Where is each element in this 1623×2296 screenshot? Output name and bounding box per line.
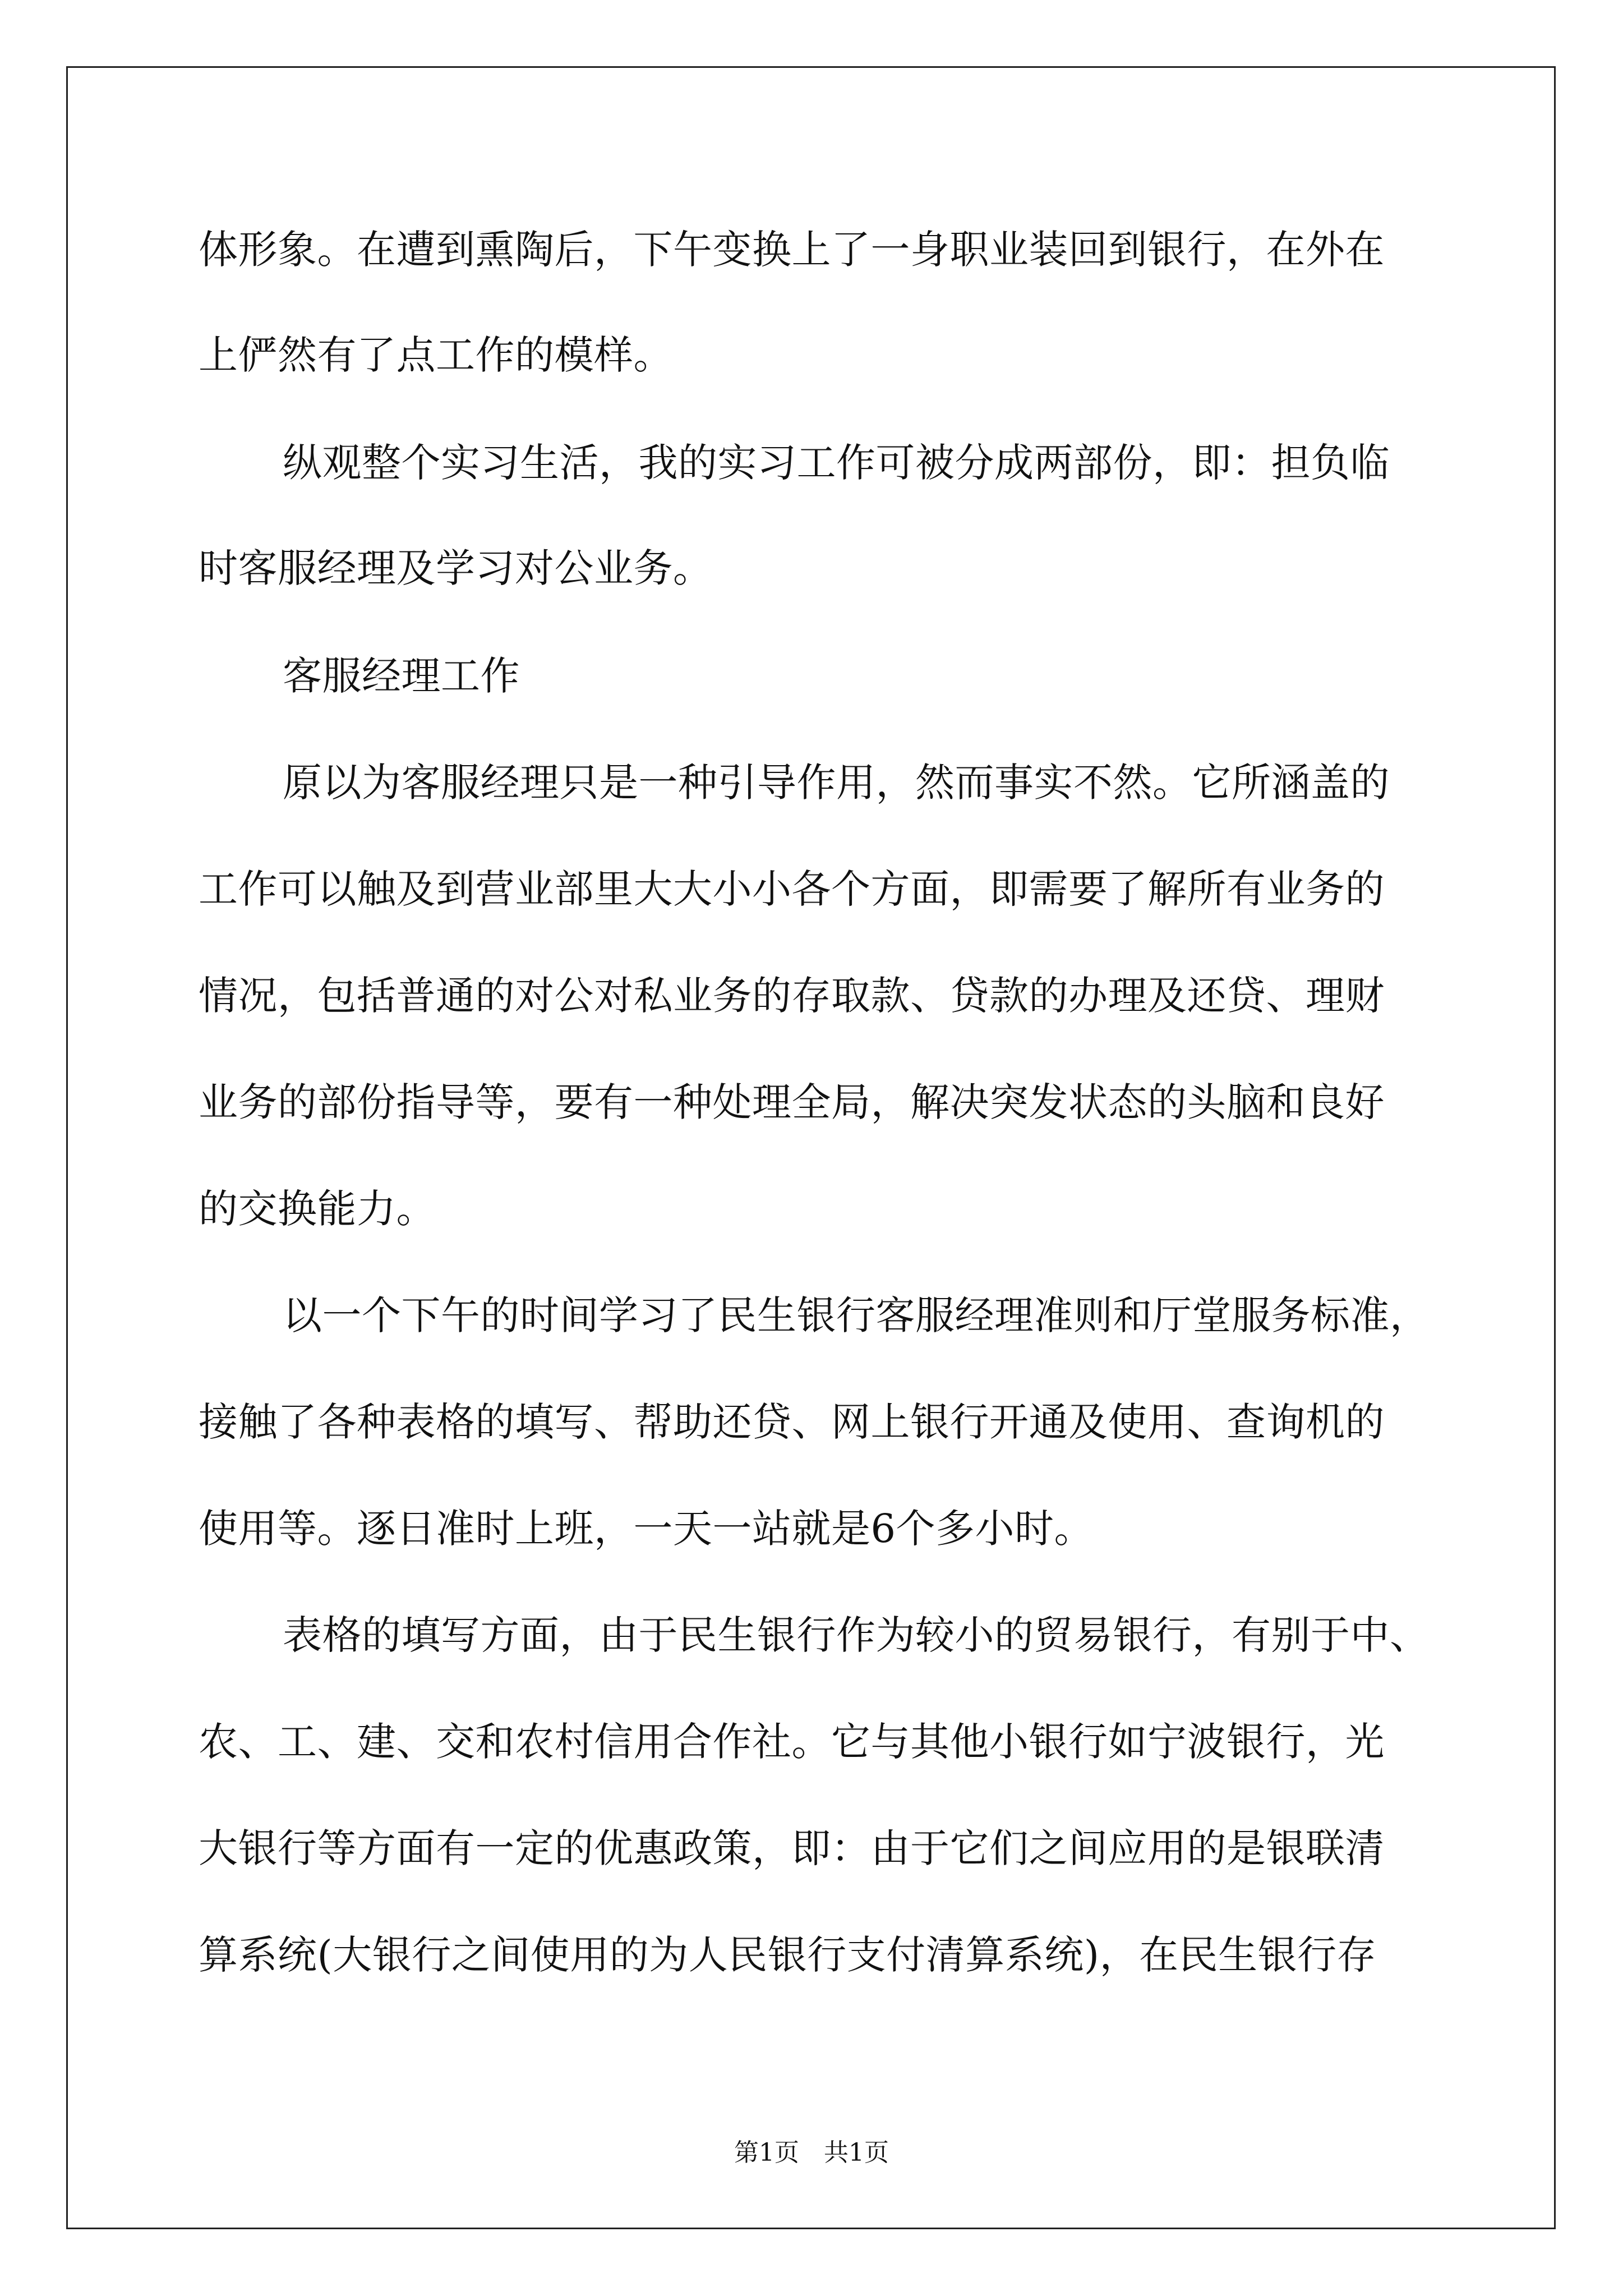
- page-border: [66, 66, 1556, 2229]
- text-line: 情况，包括普通的对公对私业务的存取款、贷款的办理及还贷、理财: [199, 973, 1385, 1019]
- text-line: 接触了各种表格的填写、帮助还贷、网上银行开通及使用、查询机的: [199, 1399, 1385, 1445]
- text-line: 农、工、建、交和农村信用合作社。它与其他小银行如宁波银行，光: [199, 1719, 1385, 1765]
- text-line: 原以为客服经理只是一种引导作用，然而事实不然。它所涵盖的: [283, 760, 1390, 806]
- text-line: 的交换能力。: [199, 1186, 436, 1232]
- text-line: 上俨然有了点工作的模样。: [199, 332, 673, 378]
- section-heading: 客服经理工作: [283, 653, 520, 699]
- text-line: 表格的填写方面，由于民生银行作为较小的贸易银行，有别于中、: [283, 1612, 1430, 1658]
- page-footer: 第1页 共1页: [734, 2138, 889, 2167]
- text-line: 大银行等方面有一定的优惠政策，即：由于它们之间应用的是银联清: [199, 1825, 1385, 1871]
- text-line: 算系统(大银行之间使用的为人民银行支付清算系统)，在民生银行存: [199, 1932, 1377, 1978]
- text-line: 业务的部份指导等，要有一种处理全局，解决突发状态的头脑和良好: [199, 1079, 1385, 1125]
- text-line: 使用等。逐日准时上班，一天一站就是6个多小时。: [199, 1506, 1094, 1552]
- text-line: 体形象。在遭到熏陶后，下午变换上了一身职业装回到银行，在外在: [199, 227, 1385, 273]
- text-line: 时客服经理及学习对公业务。: [199, 545, 713, 591]
- text-line: 工作可以触及到营业部里大大小小各个方面，即需要了解所有业务的: [199, 866, 1385, 912]
- text-line: 以一个下午的时间学习了民生银行客服经理准则和厅堂服务标准，: [283, 1292, 1430, 1338]
- text-line: 纵观整个实习生活，我的实习工作可被分成两部份，即：担负临: [283, 440, 1390, 486]
